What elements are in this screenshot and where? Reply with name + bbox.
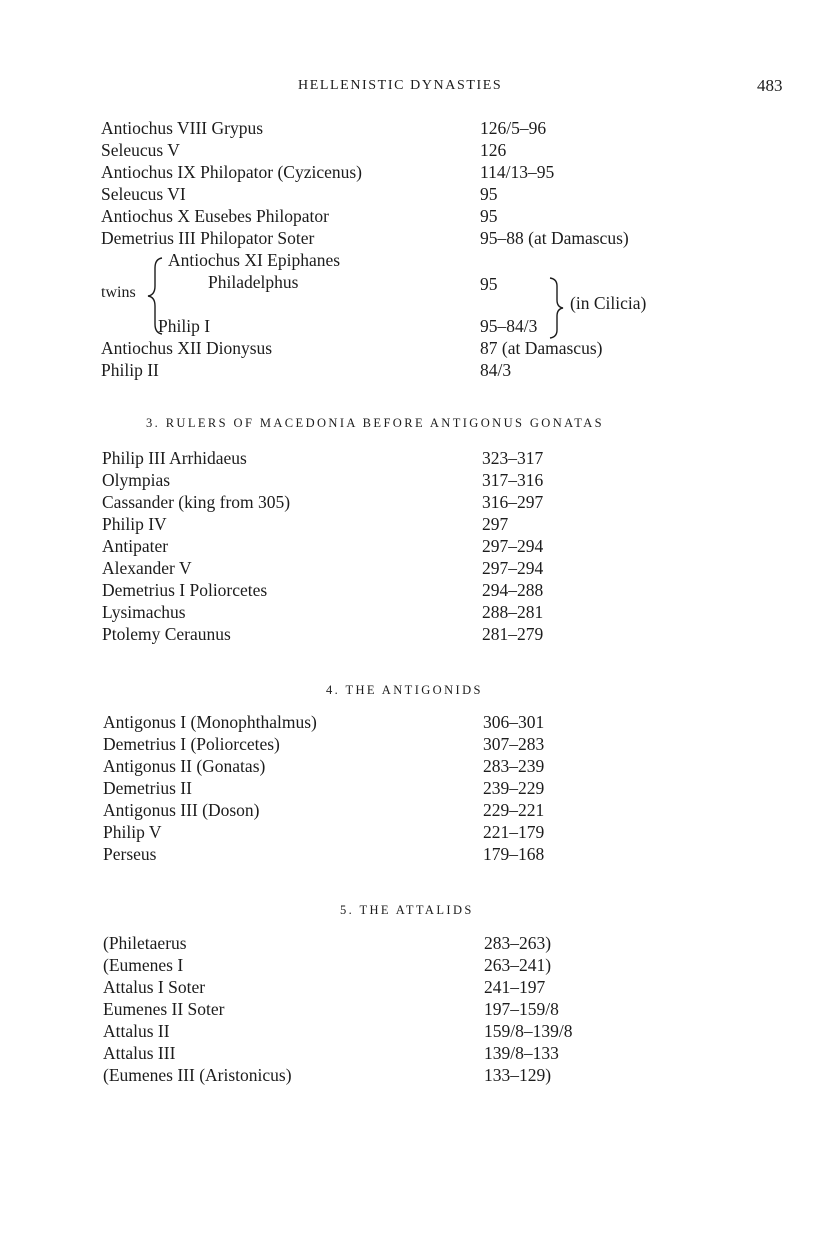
ruler-name: Seleucus V [101, 140, 180, 160]
ruler-name: Olympias [102, 470, 171, 490]
ruler-name: Antigonus III (Doson) [103, 800, 260, 820]
ruler-name: Attalus I Soter [103, 977, 206, 997]
ruler-dates: 95 [480, 206, 498, 226]
ruler-name: Attalus III [103, 1043, 176, 1063]
ruler-name: Ptolemy Ceraunus [102, 624, 231, 644]
cilicia-note: (in Cilicia) [570, 293, 647, 313]
ruler-name: Demetrius II [103, 778, 192, 798]
ruler-dates: 239–229 [483, 778, 545, 798]
ruler-dates: 159/8–139/8 [484, 1021, 573, 1041]
ruler-dates: 133–129) [484, 1065, 552, 1085]
ruler-dates: 95–88 (at Damascus) [480, 228, 629, 248]
ruler-name: Philip III Arrhidaeus [102, 448, 247, 468]
ruler-name: Antiochus XII Dionysus [101, 338, 273, 358]
ruler-name: Antigonus I (Monophthalmus) [103, 712, 317, 732]
ruler-name: Antigonus II (Gonatas) [103, 756, 266, 776]
ruler-dates: 197–159/8 [484, 999, 559, 1019]
ruler-name: Attalus II [103, 1021, 170, 1041]
section-title-attalids: 5. THE ATTALIDS [340, 903, 474, 917]
ruler-dates: 316–297 [482, 492, 544, 512]
ruler-dates: 294–288 [482, 580, 544, 600]
section-title-antigonids: 4. THE ANTIGONIDS [326, 683, 483, 697]
ruler-dates: 297 [482, 514, 509, 534]
ruler-dates: 283–263) [484, 933, 552, 953]
ruler-dates: 95 [480, 184, 498, 204]
ruler-dates: 229–221 [483, 800, 545, 820]
ruler-name: Antipater [102, 536, 169, 556]
twin-second-name: Philip I [158, 316, 211, 336]
ruler-dates: 307–283 [483, 734, 545, 754]
twin-first-name-line2: Philadelphus [208, 272, 299, 292]
ruler-dates: 263–241) [484, 955, 552, 975]
ruler-name: Philip V [103, 822, 162, 842]
running-header: HELLENISTIC DYNASTIES [298, 78, 503, 93]
ruler-dates: 87 (at Damascus) [480, 338, 603, 358]
ruler-name: (Philetaerus [103, 933, 187, 953]
ruler-dates: 323–317 [482, 448, 544, 468]
ruler-dates: 306–301 [483, 712, 545, 732]
ruler-name: Antiochus VIII Grypus [101, 118, 264, 138]
twins-label: twins [101, 284, 136, 301]
cilicia-brace-icon [548, 276, 568, 340]
ruler-dates: 139/8–133 [484, 1043, 559, 1063]
ruler-name: Eumenes II Soter [103, 999, 225, 1019]
ruler-name: Demetrius III Philopator Soter [101, 228, 315, 248]
ruler-dates: 283–239 [483, 756, 545, 776]
ruler-dates: 114/13–95 [480, 162, 555, 182]
ruler-dates: 126 [480, 140, 507, 160]
ruler-name: Demetrius I Poliorcetes [102, 580, 268, 600]
ruler-name: Antiochus IX Philopator (Cyzicenus) [101, 162, 362, 182]
twin-first-name-line1: Antiochus XI Epiphanes [168, 250, 341, 270]
ruler-dates: 84/3 [480, 360, 512, 380]
ruler-name: Philip IV [102, 514, 167, 534]
ruler-name: Cassander (king from 305) [102, 492, 291, 512]
page-number: 483 [757, 76, 783, 95]
ruler-dates: 179–168 [483, 844, 545, 864]
ruler-name: (Eumenes I [103, 955, 184, 975]
twin-second-dates: 95–84/3 [480, 316, 538, 336]
twin-first-dates: 95 [480, 274, 498, 294]
ruler-name: Philip II [101, 360, 159, 380]
ruler-name: Alexander V [102, 558, 192, 578]
ruler-dates: 241–197 [484, 977, 546, 997]
ruler-name: Seleucus VI [101, 184, 186, 204]
ruler-dates: 221–179 [483, 822, 545, 842]
ruler-name: Lysimachus [102, 602, 186, 622]
ruler-name: Demetrius I (Poliorcetes) [103, 734, 280, 754]
ruler-name: (Eumenes III (Aristonicus) [103, 1065, 292, 1085]
ruler-dates: 126/5–96 [480, 118, 547, 138]
ruler-dates: 288–281 [482, 602, 544, 622]
ruler-dates: 297–294 [482, 558, 544, 578]
section-title-macedonia: 3. RULERS OF MACEDONIA BEFORE ANTIGONUS GONATAS [146, 416, 605, 430]
ruler-dates: 297–294 [482, 536, 544, 556]
ruler-name: Antiochus X Eusebes Philopator [101, 206, 329, 226]
ruler-dates: 281–279 [482, 624, 544, 644]
ruler-name: Perseus [103, 844, 157, 864]
ruler-dates: 317–316 [482, 470, 544, 490]
